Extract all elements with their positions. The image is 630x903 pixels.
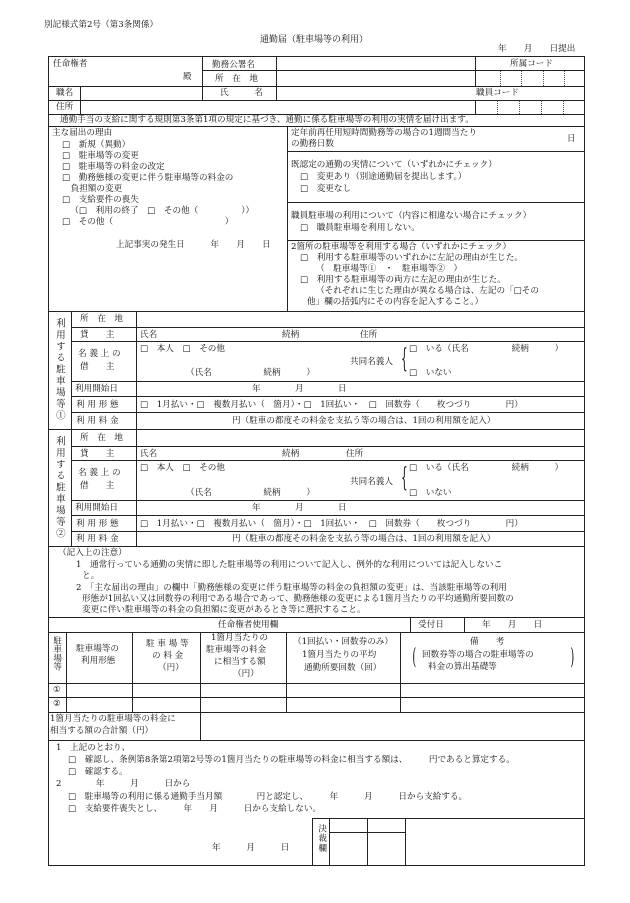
parking1-lender-relation[interactable]: 続柄 xyxy=(282,330,300,340)
divider xyxy=(48,100,585,101)
col-remarks: 備 考 xyxy=(470,637,505,647)
parking2-side-label: 利用する駐車場等② xyxy=(53,436,65,540)
post-label: 職名 xyxy=(56,88,74,98)
parking2-brace: { xyxy=(400,463,408,493)
divider xyxy=(48,546,585,547)
parking2-fee-label: 利 用 料 金 xyxy=(76,534,119,544)
parking2-start-label: 利用開始日 xyxy=(75,503,118,513)
affil-code-label: 所属コード xyxy=(510,59,553,69)
parking1-start-date[interactable]: 年 月 日 xyxy=(252,384,347,394)
workdays-unit: 日 xyxy=(567,134,576,144)
parking1-borrower-other[interactable]: （氏名 続柄 ） xyxy=(186,368,315,378)
location-label: 所 在 地 xyxy=(215,74,258,84)
decision-1: 1 上記のとおり、 xyxy=(56,743,131,753)
received-label: 受付日 xyxy=(418,620,444,630)
two-places-note1: （それぞれに生じた理由が異なる場合は、左記の「□その xyxy=(316,286,539,296)
divider xyxy=(475,56,476,86)
divider xyxy=(48,697,585,698)
remarks-brace-right: ) xyxy=(570,645,575,670)
appointer-label: 任命権者 xyxy=(53,59,88,69)
parking2-borrower-label2: 借 主 xyxy=(80,481,115,491)
divider xyxy=(405,818,406,866)
divider xyxy=(132,697,133,712)
official-use-title: 任命権者使用欄 xyxy=(218,620,279,630)
divider xyxy=(400,632,401,698)
col-avg: （1回払い・回数券のみ） xyxy=(293,637,393,647)
col-usage-form: 駐車場等の xyxy=(76,644,119,654)
divider xyxy=(71,531,585,532)
parking2-borrower-other[interactable]: （氏名 続柄 ） xyxy=(186,488,315,498)
divider xyxy=(48,126,585,127)
staff-parking-none[interactable]: □ 職員駐車場を利用しない。 xyxy=(300,223,420,233)
divider xyxy=(71,500,585,501)
total-label: 1箇月当たりの駐車場等の料金に xyxy=(50,714,176,724)
reason-work-change-cont: 負担額の変更 xyxy=(62,184,123,194)
divider xyxy=(287,202,585,203)
divider xyxy=(287,151,585,152)
col-avg3: 通勤所要回数（回） xyxy=(304,663,382,673)
reason-loss[interactable]: □ 支給要件の喪失 xyxy=(62,195,139,205)
reason-work-change[interactable]: □ 勤務態様の変更に伴う駐車場等の料金の xyxy=(62,173,234,183)
submission-date[interactable]: 年 月 日提出 xyxy=(498,44,576,54)
workdays-label: 定年前再任用短時間勤務等の場合の1週間当たり xyxy=(291,128,477,138)
divider xyxy=(132,632,133,698)
divider xyxy=(66,632,67,698)
parking2-co-no[interactable]: □ いない xyxy=(409,488,452,498)
divider xyxy=(48,311,585,312)
code-cell xyxy=(564,71,565,86)
parking2-form-label: 利 用 形 態 xyxy=(76,519,119,529)
parking1-lender-name[interactable]: 氏名 xyxy=(140,330,158,340)
decision-allowance[interactable]: □ 駐車場等の利用に係る通勤手当月額 円と認定し、 年 月 日から支給する。 xyxy=(68,792,468,802)
note-2a: 2 「主な届出の理由」の欄中「勤務態様の変更に伴う駐車場等の料金の負担額の変更」は、当該駐車場等の利用 xyxy=(76,583,507,593)
reason-header: 主な届出の理由 xyxy=(52,128,113,138)
divider xyxy=(276,56,277,101)
parking1-borrower-label: 名 義 上 の xyxy=(78,349,121,359)
occurrence-date[interactable]: 上記事実の発生日 年 月 日 xyxy=(116,240,271,250)
parking2-co-yes[interactable]: □ いる（氏名 続柄 ） xyxy=(409,463,564,473)
parking1-co-no[interactable]: □ いない xyxy=(409,368,452,378)
col-monthly4: （円） xyxy=(233,669,259,679)
page-title: 通勤届（駐車場等の利用） xyxy=(260,35,369,45)
col-usage-form2: 利用形態 xyxy=(81,656,116,666)
divider xyxy=(287,126,288,311)
divider xyxy=(48,617,585,618)
divider xyxy=(200,632,201,713)
col-monthly2: 駐車場等の料金 xyxy=(206,645,267,655)
divider xyxy=(329,818,330,866)
parking1-co-yes[interactable]: □ いる（氏名 続柄 ） xyxy=(409,344,564,354)
parking2-fee-value[interactable]: 円（駐車の都度その料金を支払う等の場合は、1回の利用額を記入） xyxy=(232,534,496,544)
notes-title: （記入上の注意） xyxy=(58,548,127,558)
col-avg2: 1箇月当たりの平均 xyxy=(302,650,377,660)
parking1-side-label: 利用する駐車場等① xyxy=(53,318,65,422)
parking1-borrower-self[interactable]: □ 本人 □ その他 xyxy=(140,344,225,354)
note-1b: と。 xyxy=(82,571,100,581)
code-cell xyxy=(543,71,544,86)
col-fee2: の 料 金 xyxy=(152,651,184,661)
divider xyxy=(410,617,411,632)
decision-confirm[interactable]: □ 確認する。 xyxy=(68,767,128,777)
decision-loss[interactable]: □ 支給要件喪失とし、 年 月 日から支給しない。 xyxy=(68,804,322,814)
parking2-lender-relation[interactable]: 続柄 xyxy=(282,449,300,459)
code-cell xyxy=(563,101,564,114)
divider xyxy=(202,56,203,101)
reason-new[interactable]: □ 新規（異動） xyxy=(62,140,131,150)
workdays-label2: の勤務日数 xyxy=(291,139,334,149)
reason-fee-revision[interactable]: □ 駐車場等の料金の改定 xyxy=(62,162,165,172)
total-label2: 相当する額の合計額（円） xyxy=(50,726,154,736)
divider xyxy=(71,327,585,328)
code-cell xyxy=(521,71,522,86)
divider xyxy=(66,697,67,712)
parking1-co-label: 共同名義人 xyxy=(350,357,393,367)
divider xyxy=(475,100,476,114)
stamp-box xyxy=(312,818,585,866)
parking1-brace: { xyxy=(400,344,408,374)
divider xyxy=(80,86,81,114)
staff-code-label: 職員コード xyxy=(476,88,519,98)
parking2-lender-label: 貸 主 xyxy=(80,449,115,459)
code-cell xyxy=(519,101,520,114)
intro-text: 通勤手当の支給に関する規則第3条第1項の規定に基づき、通勤に係る駐車場等の利用の実情を届け出ます。 xyxy=(60,115,474,125)
divider xyxy=(400,697,401,712)
col-monthly: 1箇月当たりの xyxy=(211,633,269,643)
note-2b: 形態が1回払い又は回数券の利用である場合であって、勤務態様の変更による1箇月当たりの平均通勤所要回数の xyxy=(82,594,514,604)
divider xyxy=(71,396,585,397)
parking2-co-label: 共同名義人 xyxy=(350,477,393,487)
divider xyxy=(286,697,287,712)
decision-confirm-amount[interactable]: □ 確認し、条例第8条第2項第2号等の1箇月当たりの駐車場等の料金に相当する額は、 円であると算定する。 xyxy=(68,755,515,765)
parking2-lender-address[interactable]: 住所 xyxy=(346,449,364,459)
form-number: 別記様式第2号（第3条関係） xyxy=(44,20,159,30)
col-monthly3: に相当する額 xyxy=(214,657,266,667)
dono-label: 殿 xyxy=(183,72,192,82)
parking1-lender-address[interactable]: 住所 xyxy=(360,330,378,340)
divider xyxy=(48,429,585,430)
parking2-borrower-label: 名 義 上 の xyxy=(78,468,121,478)
decision-2[interactable]: 2 年 月 日から xyxy=(56,779,191,789)
decision-sign-date[interactable]: 年 月 日 xyxy=(212,843,290,853)
divider xyxy=(48,712,585,713)
divider xyxy=(475,70,585,71)
divider xyxy=(71,515,585,516)
reason-change-parking[interactable]: □ 駐車場等の変更 xyxy=(62,151,139,161)
divider xyxy=(48,86,585,87)
col-fee3: （円） xyxy=(158,663,184,673)
two-places-one-detail[interactable]: （ 駐車場等① ・ 駐車場等② ） xyxy=(316,264,463,274)
address-label: 住所 xyxy=(56,102,74,112)
divider xyxy=(71,412,585,413)
parking2-start-date[interactable]: 年 月 日 xyxy=(252,503,347,513)
parking2-borrower-self[interactable]: □ 本人 □ その他 xyxy=(140,463,225,473)
parking2-lender-name[interactable]: 氏名 xyxy=(140,449,158,459)
col-remarks2: 回数券等の場合の駐車場等の xyxy=(422,650,534,660)
row-2-label: ② xyxy=(53,699,61,709)
office-name-label: 勤務公署名 xyxy=(212,60,255,70)
col-parking: 駐車場等 xyxy=(51,636,62,671)
row-1-label: ① xyxy=(53,685,61,695)
divider xyxy=(71,446,585,447)
reason-other[interactable]: □ その他（ ） xyxy=(62,217,234,227)
staff-parking-label: 職員駐車場の利用について（内容に相違ない場合にチェック） xyxy=(291,211,532,221)
fact-unchanged[interactable]: □ 変更なし xyxy=(300,184,352,194)
two-places-both[interactable]: □ 利用する駐車場等の両方に左記の理由が生じた。 xyxy=(300,275,506,285)
divider xyxy=(464,617,465,632)
code-cell xyxy=(541,101,542,114)
parking1-borrower-label2: 借 主 xyxy=(80,362,115,372)
note-1a: 1 通常行っている通勤の実情に即した駐車場等の利用について記入し、例外的な利用については記入しないこ xyxy=(76,560,503,570)
stamp-label: 決裁欄 xyxy=(316,824,327,853)
two-places-label: 2箇所の駐車場等を利用する場合（いずれかにチェック） xyxy=(291,242,512,252)
divider xyxy=(48,683,585,684)
parking1-form-options[interactable]: □ 1月払い・□ 複数月払い（ 箇月）・□ 1回払い・ □ 回数券（ 枚つづり 円） xyxy=(140,400,523,410)
code-cell xyxy=(500,71,501,86)
fact-label: 既認定の通勤の実情について（いずれかにチェック） xyxy=(291,160,497,170)
note-2c: 変更に伴い駐車場等の料金の負担額に変更があるとき等に選択すること。 xyxy=(82,605,366,615)
received-date[interactable]: 年 月 日 xyxy=(482,620,543,630)
parking1-start-label: 利用開始日 xyxy=(75,384,118,394)
parking1-lender-label: 貸 主 xyxy=(80,330,115,340)
divider xyxy=(200,712,201,740)
name-label: 氏 名 xyxy=(220,88,263,98)
parking1-fee-label: 利 用 料 金 xyxy=(76,416,119,426)
parking1-form-label: 利 用 形 態 xyxy=(76,400,119,410)
col-remarks3: 料金の算出基礎等 xyxy=(428,662,497,672)
divider xyxy=(329,832,405,833)
divider xyxy=(48,740,585,741)
code-cell xyxy=(497,101,498,114)
divider xyxy=(71,460,585,461)
two-places-note2: 他」欄の括弧内にその内容を記入すること。） xyxy=(307,297,484,307)
divider xyxy=(71,381,585,382)
remarks-brace-left: ( xyxy=(412,645,417,670)
divider xyxy=(71,341,585,342)
col-fee: 駐 車 場 等 xyxy=(146,639,189,649)
two-places-one[interactable]: □ 利用する駐車場等のいずれかに左記の理由が生じた。 xyxy=(300,253,523,263)
divider xyxy=(287,240,585,241)
parking1-location-label: 所 在 地 xyxy=(80,314,123,324)
parking2-form-options[interactable]: □ 1月払い・□ 複数月払い（ 箇月）・□ 1回払い・ □ 回数券（ 枚つづり 円） xyxy=(140,519,523,529)
divider xyxy=(48,632,585,633)
divider xyxy=(286,632,287,698)
fact-changed[interactable]: □ 変更あり（別途通勤届を提出します。） xyxy=(300,172,467,182)
divider xyxy=(367,818,368,866)
parking1-fee-value[interactable]: 円（駐車の都度その料金を支払う等の場合は、1回の利用額を記入） xyxy=(232,416,496,426)
parking2-location-label: 所 在 地 xyxy=(80,433,123,443)
reason-loss-detail[interactable]: （□ 利用の終了 □ その他（ ）） xyxy=(66,206,255,216)
